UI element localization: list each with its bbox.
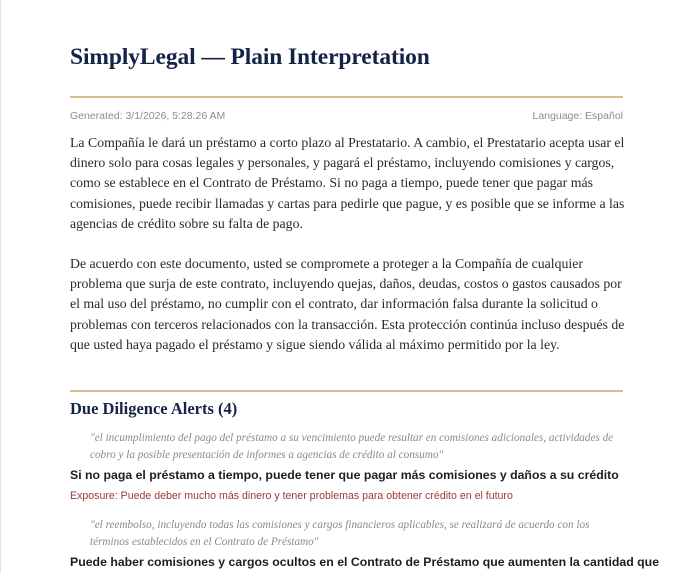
alert-quote: "el incumplimiento del pago del préstamo a su vencimiento puede resultar en comisiones adicionales, actividades de cobro y la posible presentación de informes a agencias de crédito al consumo" [90,432,614,461]
document-meta [70,110,623,122]
header-divider [70,96,623,98]
generated-timestamp: Generated: 3/1/2026, 5:28:26 AM [70,110,226,122]
alert-exposure: Exposure: Puede deber mucho más dinero y tener problemas para obtener crédito en el futuro [70,490,513,502]
language-label: Language: Español [532,110,623,122]
section-divider [70,390,623,392]
alerts-section-title: Due Diligence Alerts (4) [70,399,238,418]
interpretation-paragraph: De acuerdo con este documento, usted se compromete a proteger a la Compañía de cualquier problema que surja de este contrato, incluyendo quejas, daños, deudas, costos o gastos causados por el mal uso del préstamo, no cumplir con el contrato, dar información falsa durante la solicitud o problemas con terceros relacionados con la transacción. Esta protección continúa incluso después de que usted haya pagado el préstamo y sigue siendo válida al máximo permitido por la ley. [70,256,625,352]
interpretation-paragraph: La Compañía le dará un préstamo a corto plazo al Prestatario. A cambio, el Prestatario acepta usar el dinero solo para cosas legales y personales, y pagará el préstamo, incluyendo comisiones y cargos, como se establece en el Contrato de Préstamo. Si no paga a tiempo, puede tener que pagar más comisiones, puede recibir llamadas y cartas para pedirle que pague, y es posible que se informe a las agencias de crédito sobre su falta de pago. [70,135,625,231]
alert-item [70,430,626,503]
alert-summary: Puede haber comisiones y cargos ocultos en el Contrato de Préstamo que aumenten la cantidad que [70,555,660,569]
alert-quote: "el reembolso, incluyendo todas las comisiones y cargos financieros aplicables, se realizará de acuerdo con los términos establecidos en el Contrato de Préstamo" [90,519,590,548]
page-title: SimplyLegal — Plain Interpretation [70,44,430,70]
alert-item [70,517,660,571]
alert-summary: Si no paga el préstamo a tiempo, puede tener que pagar más comisiones y daños a su crédito [70,468,619,482]
